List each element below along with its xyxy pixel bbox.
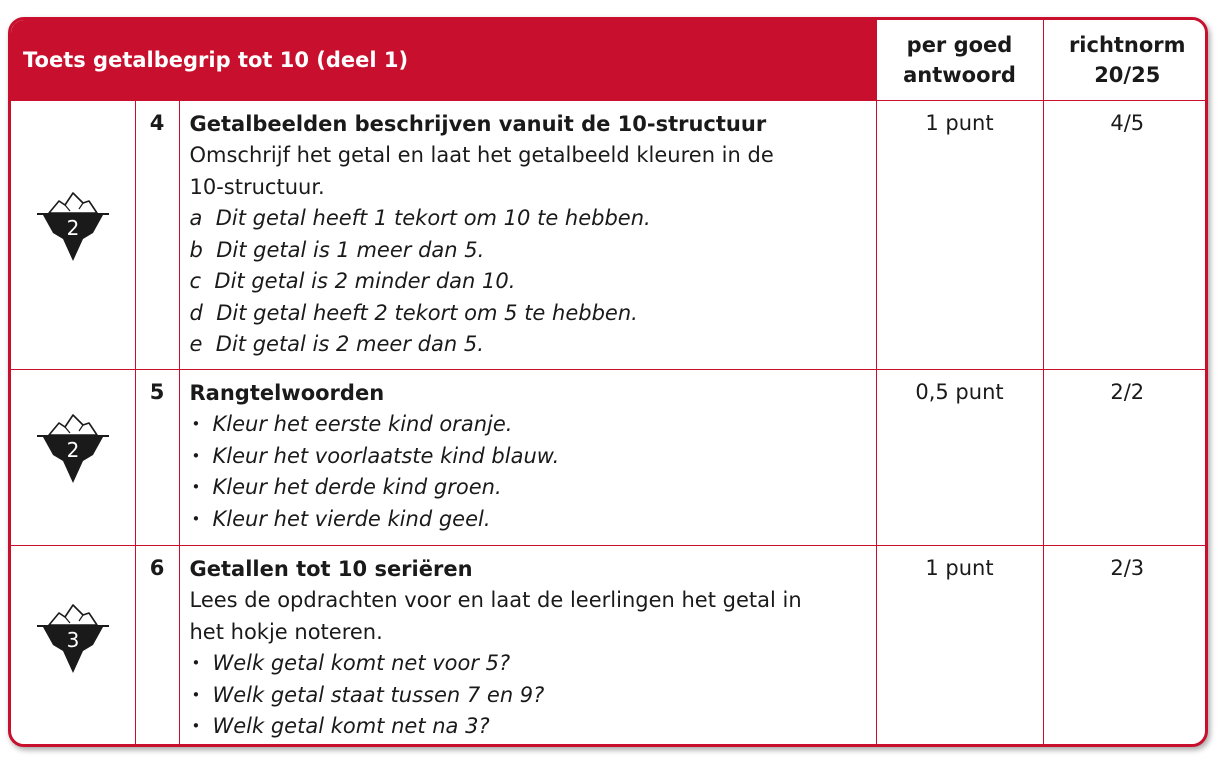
list-item: • Welk getal staat tussen 7 en 9? [190,680,866,712]
table-row [11,545,1208,747]
iceberg-icon [35,409,111,489]
iceberg-icon [35,599,111,679]
list-item [190,329,866,361]
question-intro-line: 10-structuur. [189,174,325,199]
question-number: 6 [135,545,179,747]
level-cell [11,369,135,545]
question-title: Getalbeelden beschrijven vanuit de 10-structuur [189,111,767,136]
question-number: 4 [135,100,179,369]
table-row [11,369,1208,545]
question-intro-line: Lees de opdrachten voor en laat de leerlingen het getal in [189,588,802,612]
question-title: Rangtelwoorden [189,380,385,405]
item-text: Dit getal heeft 1 tekort om 10 te hebben. [215,206,651,230]
level-cell [11,545,135,747]
item-text: Dit getal is 2 meer dan 5. [215,332,484,356]
item-text: Dit getal heeft 2 tekort om 5 te hebben. [216,300,638,325]
list-item: • Kleur het eerste kind oranje. [190,409,866,441]
list-item: • Welk getal komt net na 3? [190,711,866,743]
header-norm-line-1: richtnorm [1068,32,1186,57]
level-cell [11,100,135,369]
norm-value: 2/2 [1043,369,1208,545]
test-table [11,20,1208,747]
iceberg-icon [35,187,111,267]
list-item: • Kleur het vierde kind geel. [190,504,866,536]
list-item: • Kleur het voorlaatste kind blauw. [190,441,866,473]
list-item [190,203,866,235]
list-item [190,266,866,298]
question-intro-line: het hokje noteren. [189,619,383,644]
header-points-line-2: antwoord [903,62,1016,87]
points-per-answer: 0,5 punt [876,369,1043,545]
points-per-answer: 1 punt [876,100,1043,369]
header-row [11,20,1208,100]
header-points-line-1: per goed [906,32,1013,57]
norm-value: 4/5 [1043,100,1208,369]
list-item: • Welk getal komt net voor 5? [190,648,866,680]
level-number: 2 [66,438,80,462]
level-number: 2 [66,215,80,240]
norm-value: 2/3 [1043,545,1208,747]
question-content [179,369,876,545]
list-item [190,298,866,330]
question-content [179,545,876,747]
table-row [11,100,1208,369]
header-norm-line-2: 20/25 [1094,62,1161,87]
question-title: Getallen tot 10 seriëren [189,556,473,581]
item-text: Dit getal is 1 meer dan 5. [216,237,485,262]
item-marker: d [189,300,203,325]
list-item [190,235,866,267]
question-number: 5 [135,369,179,545]
header-norm [1043,20,1208,100]
item-marker: e [189,332,203,356]
points-per-answer: 1 punt [876,545,1043,747]
item-marker: c [189,269,202,293]
header-points [876,20,1043,100]
item-marker: b [189,237,203,262]
question-intro-line: Omschrijf het getal en laat het getalbeeld kleuren in de [189,143,774,167]
level-number: 3 [66,628,80,652]
item-marker: a [189,206,203,230]
item-text: Dit getal is 2 minder dan 10. [214,269,516,293]
question-content [179,100,876,369]
table-title: Toets getalbegrip tot 10 (deel 1) [11,20,876,100]
test-table-frame [8,17,1208,747]
list-item: • Kleur het derde kind groen. [190,472,866,504]
